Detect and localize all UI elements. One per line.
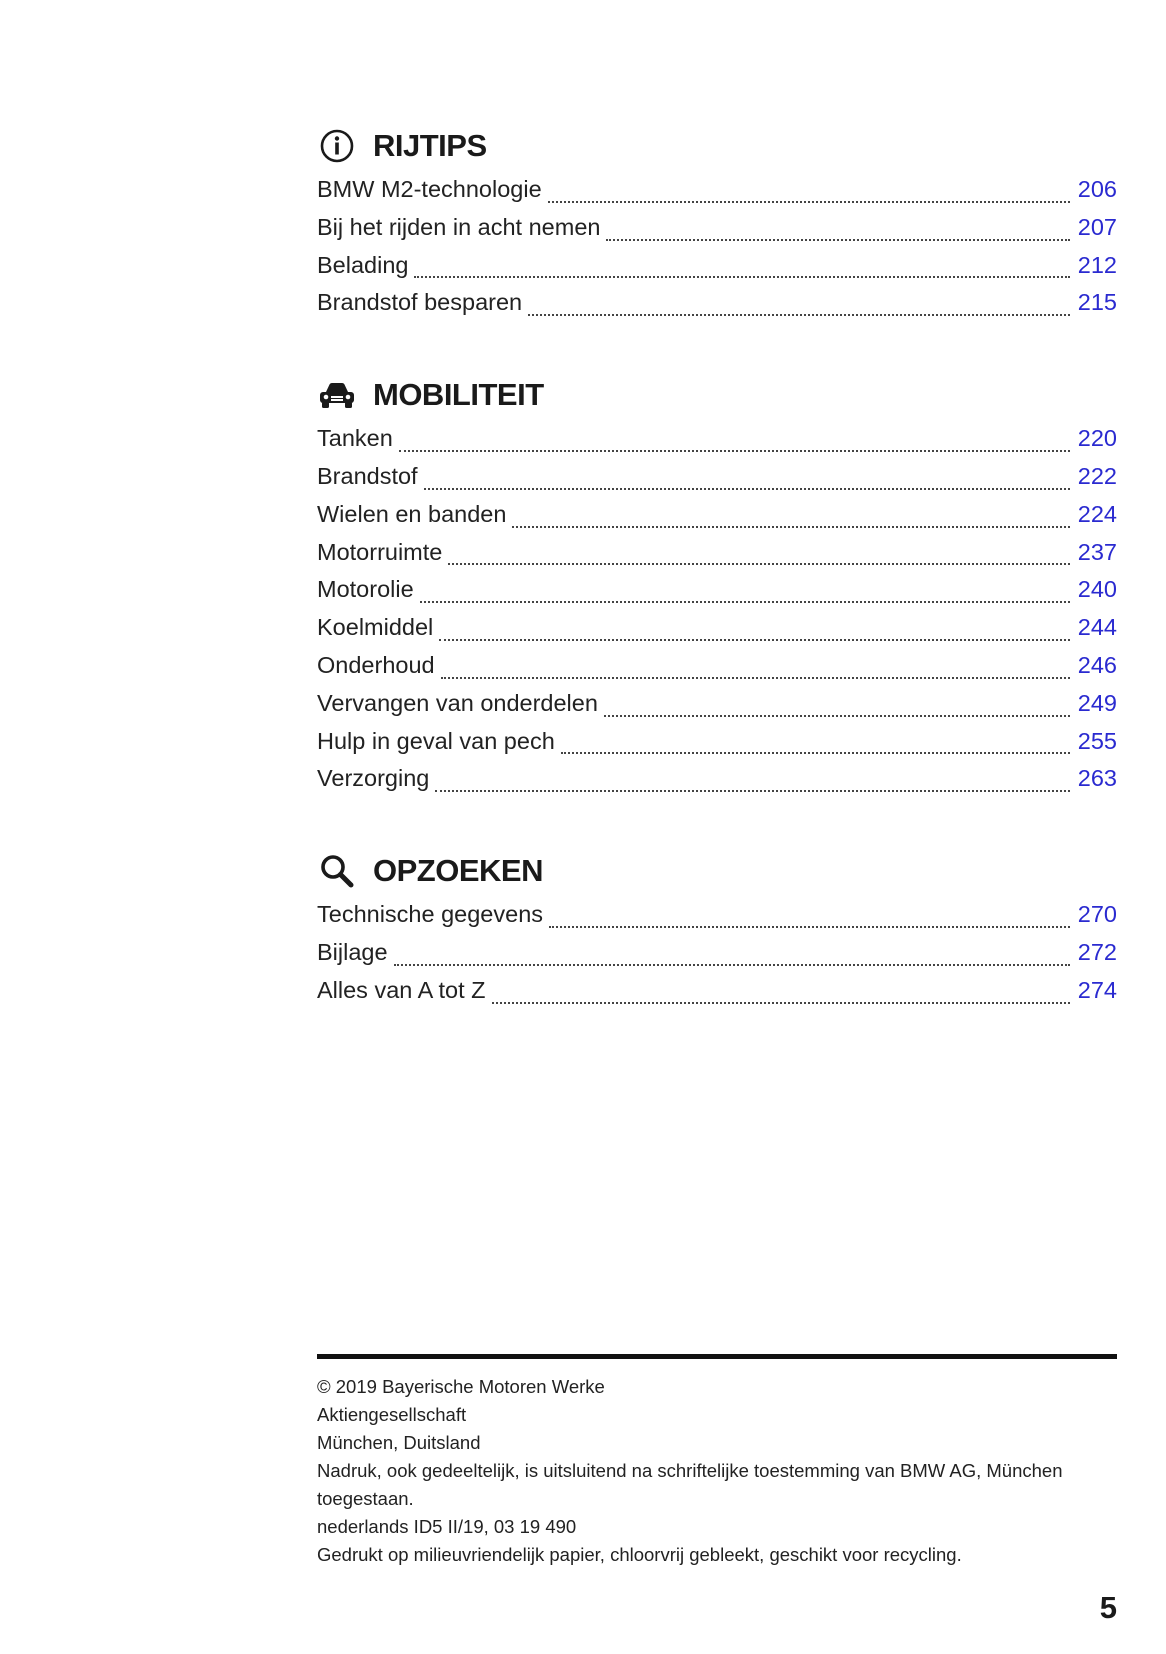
entry-page-link[interactable]: 212 (1077, 251, 1117, 278)
page-number: 5 (1099, 1590, 1117, 1625)
dot-leader (435, 789, 1069, 792)
entry-label: Koelmiddel (317, 614, 434, 641)
entry-label: Vervangen van onderdelen (317, 689, 598, 716)
toc-entry[interactable] (317, 289, 1117, 327)
dot-leader (424, 487, 1070, 490)
edition-line: nederlands ID5 II/19, 03 19 490 (317, 1516, 577, 1537)
entry-label: Hulp in geval van pech (317, 727, 555, 754)
toc-entry[interactable] (317, 939, 1117, 977)
location-line: München, Duitsland (317, 1432, 481, 1453)
section-header (317, 843, 1117, 899)
dot-leader (492, 1001, 1070, 1004)
entry-page-link[interactable]: 246 (1077, 651, 1117, 678)
section-title: MOBILITEIT (373, 377, 544, 413)
section-title: OPZOEKEN (373, 853, 543, 889)
imprint-footer (317, 1354, 1117, 1569)
dot-leader (399, 449, 1070, 452)
info-icon (317, 126, 357, 166)
footer-divider (317, 1354, 1117, 1359)
entry-page-link[interactable]: 237 (1077, 538, 1117, 565)
dot-leader (394, 963, 1070, 966)
toc-entry[interactable] (317, 463, 1117, 501)
toc-entry[interactable] (317, 425, 1117, 463)
entry-label: Motorolie (317, 576, 414, 603)
entry-page-link[interactable]: 240 (1077, 576, 1117, 603)
dot-leader (606, 238, 1069, 241)
dot-leader (528, 313, 1070, 316)
entry-list (317, 901, 1117, 1014)
toc-entry[interactable] (317, 765, 1117, 803)
dot-leader (549, 925, 1070, 928)
entry-label: Belading (317, 251, 409, 278)
toc-entry[interactable] (317, 539, 1117, 577)
entry-label: Tanken (317, 425, 393, 452)
entry-label: Technische gegevens (317, 901, 544, 928)
copyright-line: © 2019 Bayerische Motoren Werke (317, 1376, 605, 1397)
toc-entry[interactable] (317, 977, 1117, 1015)
section-title: RIJTIPS (373, 128, 487, 163)
dot-leader (441, 676, 1070, 679)
entry-label: Brandstof (317, 462, 418, 489)
entry-label: Bijlage (317, 938, 388, 965)
dot-leader (439, 638, 1070, 641)
car-icon (317, 375, 357, 415)
entry-page-link[interactable]: 274 (1077, 976, 1117, 1003)
company-line: Aktiengesellschaft (317, 1404, 467, 1425)
entry-label: Bij het rijden in acht nemen (317, 213, 601, 240)
entry-label: Alles van A tot Z (317, 976, 486, 1003)
entry-page-link[interactable]: 220 (1077, 425, 1117, 452)
toc-entry[interactable] (317, 690, 1117, 728)
toc-entry[interactable] (317, 728, 1117, 766)
table-of-contents (317, 118, 1117, 1055)
entry-list (317, 176, 1117, 327)
reprint-notice: Nadruk, ook gedeeltelijk, is uitsluitend na schriftelijke toestemming van BMW AG, München toegestaan. (317, 1460, 1063, 1509)
dot-leader (414, 275, 1069, 278)
dot-leader (512, 525, 1069, 528)
entry-page-link[interactable]: 206 (1077, 176, 1117, 202)
toc-entry[interactable] (317, 652, 1117, 690)
entry-page-link[interactable]: 272 (1077, 938, 1117, 965)
entry-list (317, 425, 1117, 803)
dot-leader (604, 714, 1070, 717)
entry-page-link[interactable]: 215 (1077, 289, 1117, 316)
section-header (317, 367, 1117, 423)
toc-entry[interactable] (317, 901, 1117, 939)
entry-page-link[interactable]: 222 (1077, 462, 1117, 489)
section-opzoeken (317, 843, 1117, 1014)
entry-label: Onderhoud (317, 651, 435, 678)
dot-leader (548, 200, 1070, 203)
dot-leader (561, 751, 1070, 754)
entry-label: Wielen en banden (317, 500, 507, 527)
entry-page-link[interactable]: 207 (1077, 213, 1117, 240)
toc-entry[interactable] (317, 214, 1117, 252)
entry-page-link[interactable]: 270 (1077, 901, 1117, 928)
section-rijtips (317, 118, 1117, 327)
dot-leader (420, 600, 1070, 603)
toc-entry[interactable] (317, 614, 1117, 652)
dot-leader (448, 562, 1069, 565)
entry-page-link[interactable]: 224 (1077, 500, 1117, 527)
entry-label: Brandstof besparen (317, 289, 523, 316)
entry-page-link[interactable]: 263 (1077, 765, 1117, 792)
toc-entry[interactable] (317, 501, 1117, 539)
entry-page-link[interactable]: 249 (1077, 689, 1117, 716)
toc-entry[interactable] (317, 252, 1117, 290)
paper-notice: Gedrukt op milieuvriendelijk papier, chloorvrij gebleekt, geschikt voor recycling. (317, 1544, 962, 1565)
section-header (317, 118, 1117, 174)
search-icon (317, 851, 357, 891)
entry-label: Verzorging (317, 765, 430, 792)
entry-page-link[interactable]: 244 (1077, 614, 1117, 641)
section-mobiliteit (317, 367, 1117, 803)
entry-label: BMW M2-technologie (317, 176, 542, 202)
entry-label: Motorruimte (317, 538, 443, 565)
entry-page-link[interactable]: 255 (1077, 727, 1117, 754)
toc-entry[interactable] (317, 176, 1117, 214)
toc-entry[interactable] (317, 576, 1117, 614)
